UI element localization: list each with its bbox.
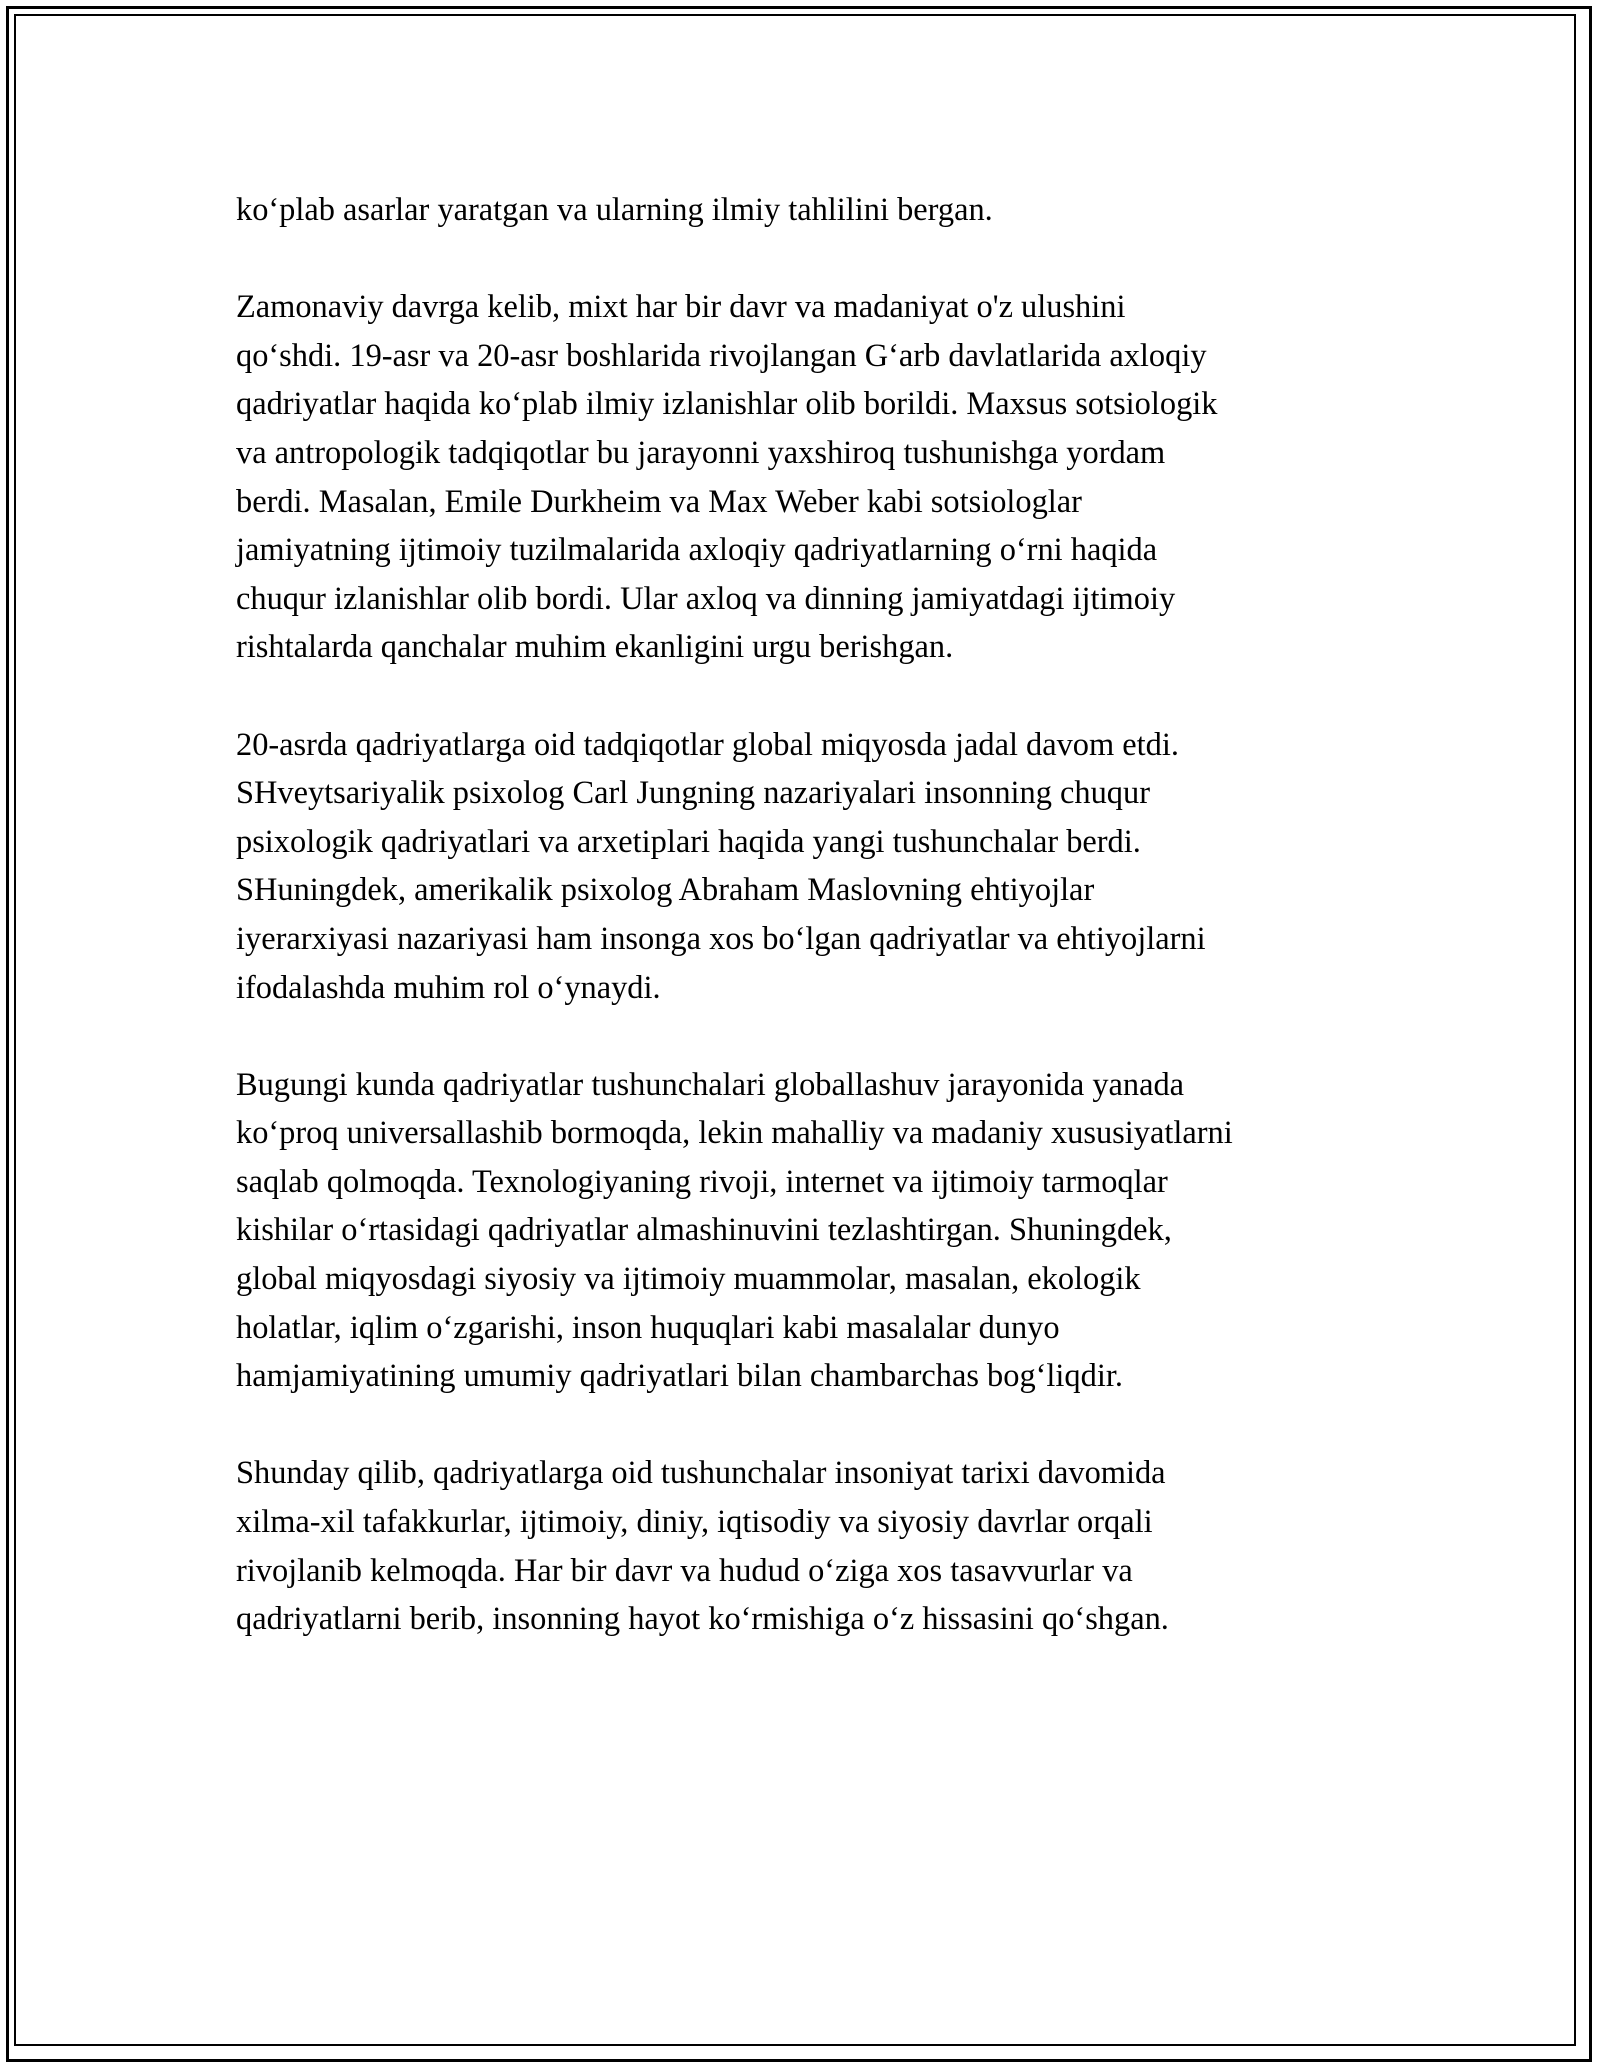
paragraph-line: qo‘shdi. 19-asr va 20-asr boshlarida rivojlangan G‘arb davlatlarida axloqiy [236,337,1207,374]
paragraph-line: qadriyatlar haqida ko‘plab ilmiy izlanishlar olib borildi. Maxsus sotsiologik [236,386,1218,423]
paragraph-line: ko‘proq universallashib bormoqda, lekin mahalliy va madaniy xususiyatlarni [236,1115,1233,1152]
paragraph-line: berdi. Masalan, Emile Durkheim va Max Weber kabi sotsiologlar [236,483,1082,520]
paragraph-line: rishtalarda qanchalar muhim ekanligini urgu berishgan. [236,629,954,666]
paragraph-line: iyerarxiyasi nazariyasi ham insonga xos bo‘lgan qadriyatlar va ehtiyojlarni [236,920,1206,957]
paragraph-line: hamjamiyatining umumiy qadriyatlari bilan chambarchas bog‘liqdir. [236,1358,1123,1395]
paragraph-line: qadriyatlarni berib, insonning hayot ko‘rmishiga o‘z hissasini qo‘shgan. [236,1601,1169,1638]
paragraph-line: global miqyosdagi siyosiy va ijtimoiy muammolar, masalan, ekologik [236,1261,1141,1298]
paragraph-line: kishilar o‘rtasidagi qadriyatlar almashinuvini tezlashtirgan. Shuningdek, [236,1212,1172,1249]
paragraph-2 [236,283,1376,672]
paragraph-line: va antropologik tadqiqotlar bu jarayonni yaxshiroq tushunishga yordam [236,434,1166,471]
paragraph-line: Bugungi kunda qadriyatlar tushunchalari globallashuv jarayonida yanada [236,1066,1185,1103]
paragraph-line: psixologik qadriyatlari va arxetiplari haqida yangi tushunchalar berdi. [236,823,1141,860]
paragraph-line: Shunday qilib, qadriyatlarga oid tushunchalar insoniyat tarixi davomida [236,1455,1166,1492]
paragraph-line: SHuningdek, amerikalik psixolog Abraham Maslovning ehtiyojlar [236,872,1095,909]
paragraph-3 [236,721,1376,1013]
paragraph-line: ifodalashda muhim rol o‘ynaydi. [236,969,661,1006]
paragraph-line: Zamonaviy davrga kelib, mixt har bir davr va madaniyat o'z ulushini [236,289,1126,326]
document-body [236,186,1376,1692]
paragraph-5 [236,1449,1376,1643]
paragraph-4 [236,1061,1376,1401]
paragraph-line: rivojlanib kelmoqda. Har bir davr va hudud o‘ziga xos tasavvurlar va [236,1552,1133,1589]
paragraph-line: ko‘plab asarlar yaratgan va ularning ilmiy tahlilini bergan. [236,192,993,228]
paragraph-line: saqlab qolmoqda. Texnologiyaning rivoji, internet va ijtimoiy tarmoqlar [236,1163,1168,1200]
paragraph-line: holatlar, iqlim o‘zgarishi, inson huquqlari kabi masalalar dunyo [236,1309,1060,1346]
paragraph-line: jamiyatning ijtimoiy tuzilmalarida axloqiy qadriyatlarning o‘rni haqida [236,532,1158,569]
paragraph-line: SHveytsariyalik psixolog Carl Jungning nazariyalari insonning chuqur [236,775,1150,812]
paragraph-line: 20-asrda qadriyatlarga oid tadqiqotlar global miqyosda jadal davom etdi. [236,726,1179,763]
paragraph-line: chuqur izlanishlar olib bordi. Ular axloq va dinning jamiyatdagi ijtimoiy [236,580,1176,617]
paragraph-1 [236,186,1376,235]
paragraph-line: xilma-xil tafakkurlar, ijtimoiy, diniy, iqtisodiy va siyosiy davrlar orqali [236,1504,1153,1541]
